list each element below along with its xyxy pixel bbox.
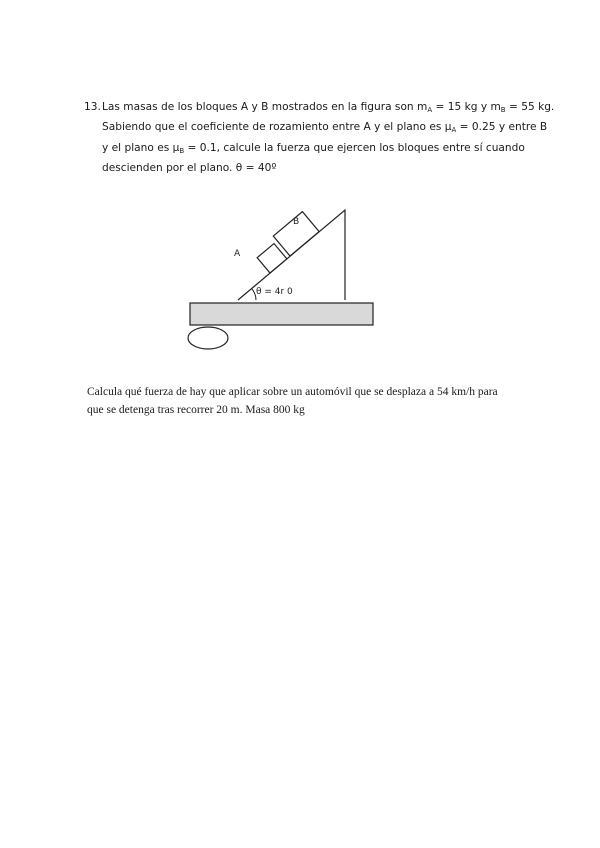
label-b: B <box>293 217 300 227</box>
block-a <box>257 244 287 273</box>
statement-line-2 <box>102 119 548 139</box>
statement-text: Las masas de los bloques A y B mostrados en la figura son m <box>102 101 428 113</box>
subscript-b: B <box>500 106 506 114</box>
statement-text: = 0.1, calcule la fuerza que ejercen los bloques entre sí cuando <box>184 141 525 154</box>
problem-number: 13. <box>84 101 101 113</box>
question-line-2: que se detenga tras recorrer 20 m. Masa 800 kg <box>87 403 305 416</box>
statement-text: = 0.25 y entre B <box>456 121 548 134</box>
statement-text: = 15 kg y m <box>432 101 501 113</box>
inclined-plane-figure <box>186 205 378 355</box>
subscript-a: A <box>427 106 433 114</box>
statement-line-3 <box>102 140 524 160</box>
statement-text: y el plano es μ <box>102 141 180 154</box>
label-a: A <box>234 249 241 259</box>
statement-line-1 <box>102 99 555 119</box>
problem-13 <box>84 99 555 177</box>
question-line-1: Calcula qué fuerza de hay que aplicar sobre un automóvil que se desplaza a 54 km/h para <box>87 386 498 398</box>
question-2 <box>87 384 527 419</box>
subscript-a: A <box>451 126 457 135</box>
statement-text: Sabiendo que el coeficiente de rozamiento entre A y el plano es μ <box>102 121 452 134</box>
statement-text: = 55 kg. <box>505 101 555 113</box>
base-bar <box>190 303 373 325</box>
statement-line-4: descienden por el plano. θ = 40º <box>102 161 277 174</box>
angle-label: θ = 4r 0 <box>256 287 293 297</box>
subscript-b: B <box>179 146 185 155</box>
wheel-ellipse <box>188 327 228 349</box>
problem-statement <box>102 99 555 177</box>
